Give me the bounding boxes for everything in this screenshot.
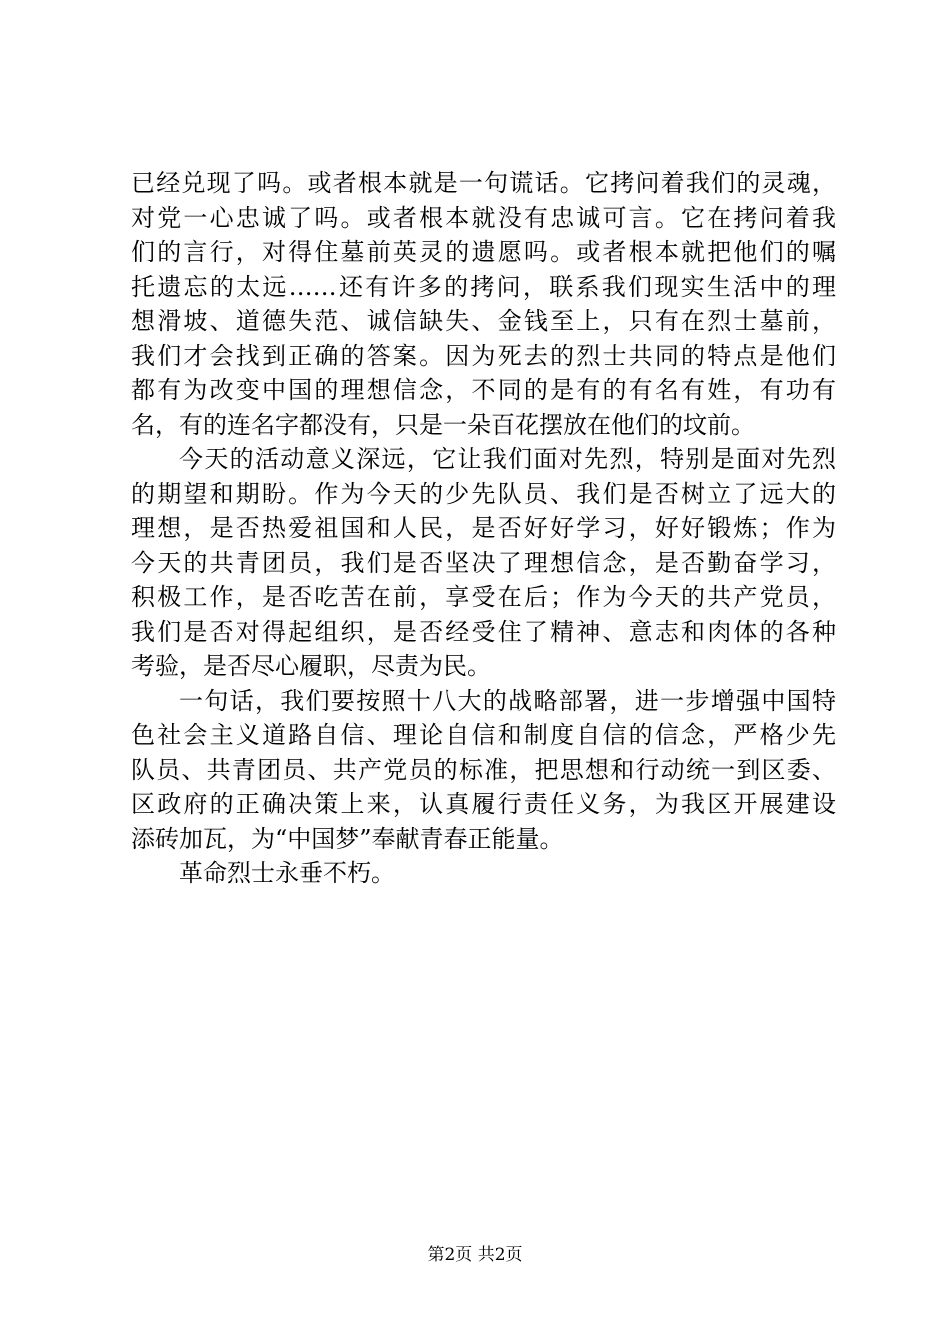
paragraph-first-line: 一句话，我们要按照十八大的战略部署，进一步增强中国特 — [179, 686, 836, 715]
text-line: 对党一心忠诚了吗。或者根本就没有忠诚可言。它在拷问着我 — [131, 203, 836, 232]
text-line: 添砖加瓦，为“中国梦”奉献青春正能量。 — [131, 824, 564, 853]
text-line: 已经兑现了吗。或者根本就是一句谎话。它拷问着我们的灵魂， — [131, 169, 836, 197]
text-line: 名，有的连名字都没有，只是一朵百花摆放在他们的坟前。 — [131, 410, 755, 439]
text-line: 们的言行，对得住墓前英灵的遗愿吗。或者根本就把他们的嘱 — [131, 238, 836, 266]
paragraph-first-line: 今天的活动意义深远，它让我们面对先烈，特别是面对先烈 — [179, 445, 836, 473]
text-line: 积极工作，是否吃苦在前，享受在后；作为今天的共产党员， — [131, 583, 836, 611]
text-line: 队员、共青团员、共产党员的标准，把思想和行动统一到区委、 — [131, 755, 836, 784]
text-line: 托遗忘的太远……还有许多的拷问，联系我们现实生活中的理 — [131, 272, 836, 301]
text-line: 我们是否对得起组织，是否经受住了精神、意志和肉体的各种 — [131, 617, 836, 646]
text-line: 我们才会找到正确的答案。因为死去的烈士共同的特点是他们 — [131, 341, 836, 370]
page-footer: 第2页 共2页 — [427, 1245, 523, 1265]
text-line: 的期望和期盼。作为今天的少先队员、我们是否树立了远大的 — [131, 479, 836, 508]
paragraph-first-line: 革命烈士永垂不朽。 — [179, 859, 395, 887]
text-line: 都有为改变中国的理想信念，不同的是有的有名有姓，有功有 — [131, 376, 836, 404]
text-line: 区政府的正确决策上来，认真履行责任义务，为我区开展建设 — [131, 790, 836, 818]
text-line: 想滑坡、道德失范、诚信缺失、金钱至上，只有在烈士墓前， — [131, 307, 836, 335]
text-line: 色社会主义道路自信、理论自信和制度自信的信念，严格少先 — [131, 721, 836, 749]
text-line: 今天的共青团员，我们是否坚决了理想信念，是否勤奋学习， — [131, 548, 836, 577]
text-line: 考验，是否尽心履职，尽责为民。 — [131, 652, 491, 680]
document-body — [131, 166, 836, 891]
text-line: 理想，是否热爱祖国和人民，是否好好学习，好好锻炼；作为 — [131, 514, 836, 542]
